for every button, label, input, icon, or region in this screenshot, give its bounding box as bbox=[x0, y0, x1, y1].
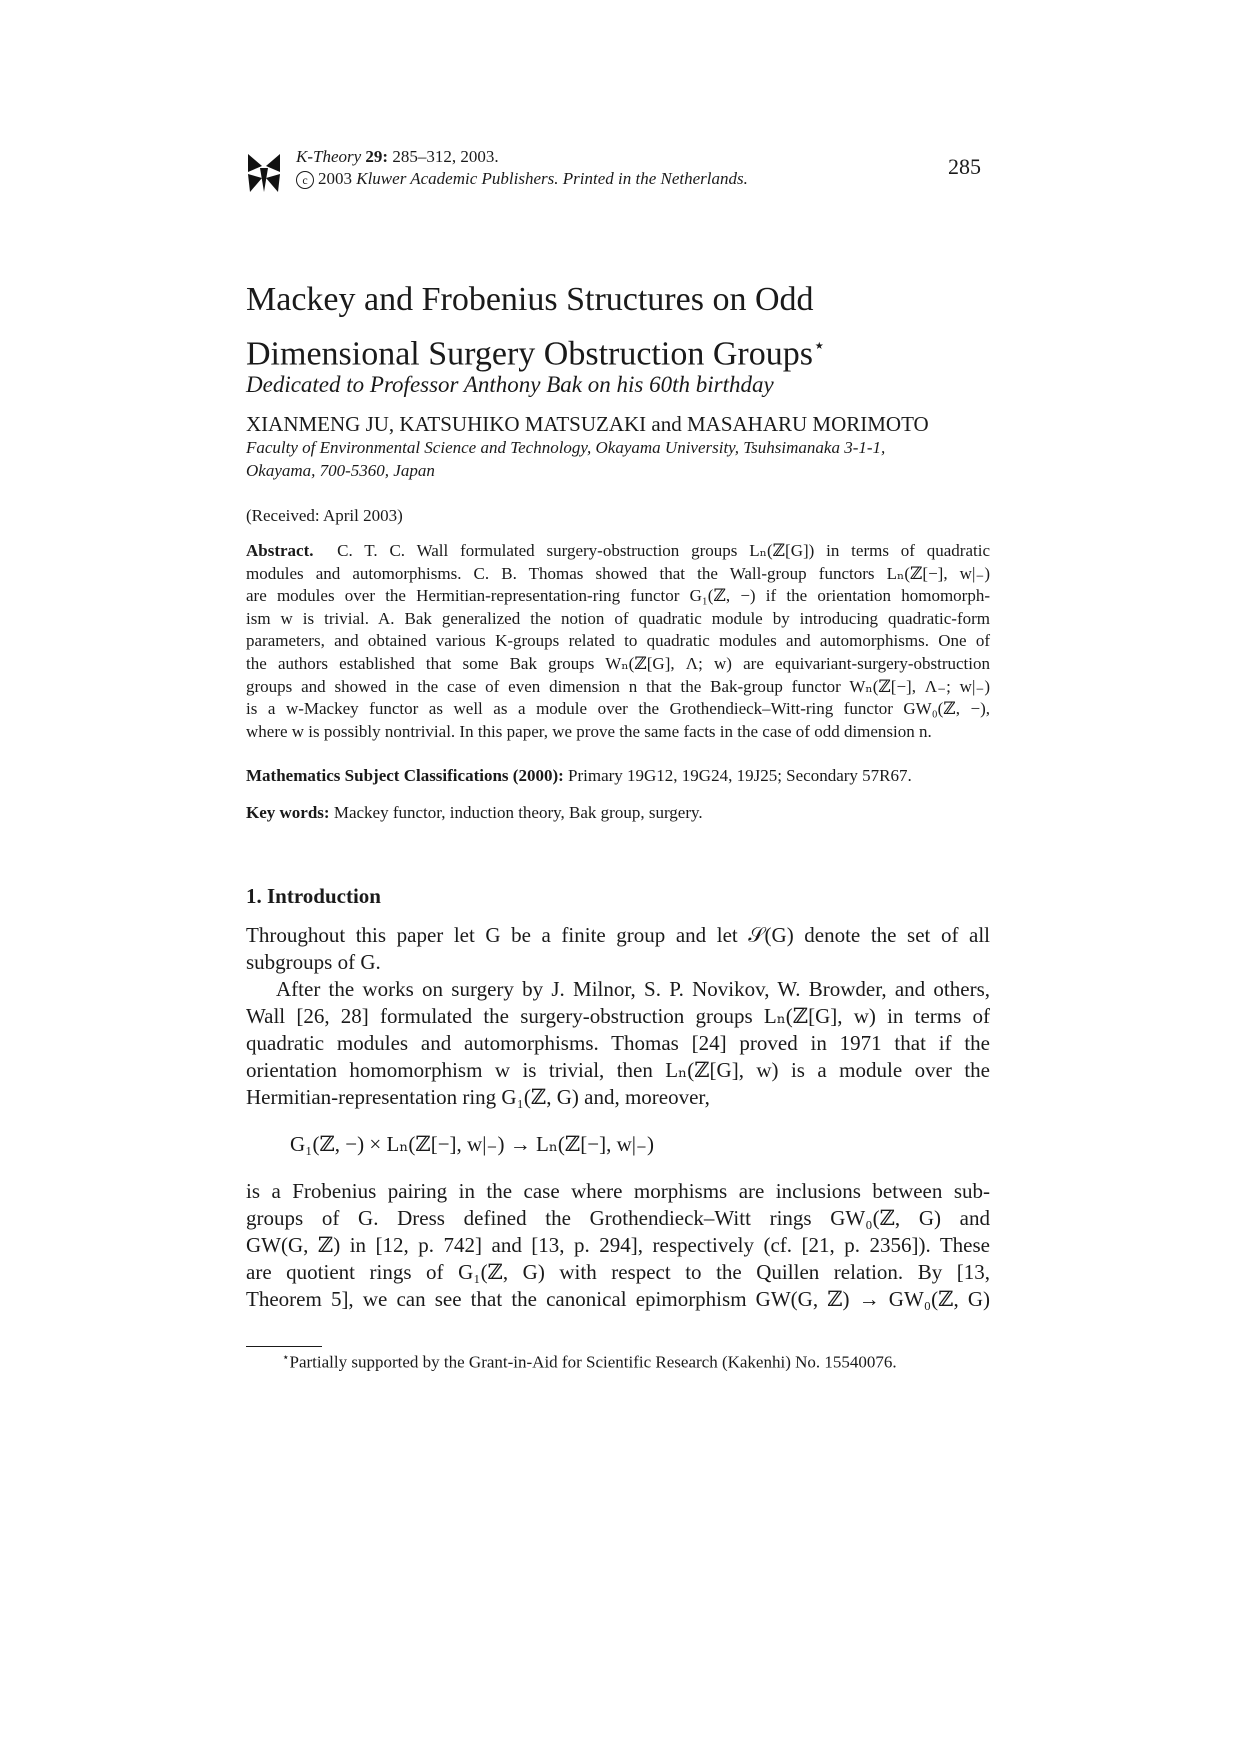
introduction-body-continued bbox=[246, 1178, 990, 1313]
abstract-line bbox=[246, 540, 990, 563]
abstract-label: Abstract. bbox=[246, 541, 314, 560]
body-line: Throughout this paper let G be a finite group and let 𝒮(G) denote the set of all bbox=[246, 923, 990, 947]
author-list: XIANMENG JU, KATSUHIKO MATSUZAKI and MASAHARU MORIMOTO bbox=[246, 412, 929, 436]
copyright-icon: c bbox=[296, 171, 314, 189]
abstract-line: the authors established that some Bak groups Wₙ(ℤ[G], Λ; w) are equivariant-surgery-obstruction bbox=[246, 653, 990, 673]
body-line: are quotient rings of G₁(ℤ, G) with respect to the Quillen relation. By [13, bbox=[246, 1260, 990, 1284]
printed-note: Printed in the Netherlands. bbox=[562, 169, 748, 188]
dedication: Dedicated to Professor Anthony Bak on his 60th birthday bbox=[246, 372, 774, 397]
body-line: groups of G. Dress defined the Grothendieck–Witt rings GW₀(ℤ, G) and bbox=[246, 1206, 990, 1230]
copyright-year: 2003 bbox=[318, 169, 352, 188]
abstract-line: groups and showed in the case of even dimension n that the Bak-group functor Wₙ(ℤ[−], Λ₋; w|₋) bbox=[246, 676, 990, 696]
subject-classifications bbox=[246, 766, 912, 786]
abstract-line: parameters, and obtained various K-groups related to quadratic modules and automorphisms. One of bbox=[246, 631, 990, 651]
keywords-label: Key words: bbox=[246, 803, 330, 822]
abstract bbox=[246, 540, 990, 743]
journal-name: K-Theory bbox=[296, 147, 362, 166]
abstract-line: where w is possibly nontrivial. In this paper, we prove the same facts in the case of odd dimension n. bbox=[246, 721, 932, 741]
abstract-line: modules and automorphisms. C. B. Thomas showed that the Wall-group functors Lₙ(ℤ[−], w|₋) bbox=[246, 563, 990, 583]
footnote-text: Partially supported by the Grant-in-Aid for Scientific Research (Kakenhi) No. 15540076. bbox=[289, 1352, 897, 1372]
footnote bbox=[282, 1350, 897, 1373]
title-footnote-star: ⋆ bbox=[812, 335, 826, 357]
body-line: orientation homomorphism w is trivial, then Lₙ(ℤ[G], w) is a module over the bbox=[246, 1058, 990, 1082]
body-line: GW(G, ℤ) in [12, p. 742] and [13, p. 294], respectively (cf. [21, p. 2356]). These bbox=[246, 1233, 990, 1257]
keywords-text: Mackey functor, induction theory, Bak group, surgery. bbox=[333, 803, 703, 822]
body-line: quadratic modules and automorphisms. Thomas [24] proved in 1971 that if the bbox=[246, 1031, 990, 1055]
kluwer-publisher-logo-icon bbox=[246, 150, 282, 194]
body-line: subgroups of G. bbox=[246, 950, 381, 974]
display-equation: G₁(ℤ, −) × Lₙ(ℤ[−], w|₋) → Lₙ(ℤ[−], w|₋) bbox=[290, 1132, 655, 1156]
body-line: Wall [26, 28] formulated the surgery-obstruction groups Lₙ(ℤ[G], w) in terms of bbox=[246, 1004, 990, 1028]
introduction-body bbox=[246, 922, 990, 1111]
affiliation-line-2: Okayama, 700-5360, Japan bbox=[246, 461, 435, 480]
publisher-name: Kluwer Academic Publishers. bbox=[356, 169, 559, 188]
journal-volume: 29: bbox=[365, 147, 389, 166]
paper-title-line-1: Mackey and Frobenius Structures on Odd bbox=[246, 281, 814, 318]
body-line: After the works on surgery by J. Milnor, S. P. Novikov, W. Browder, and others, bbox=[276, 977, 990, 1001]
body-line: Hermitian-representation ring G₁(ℤ, G) and, moreover, bbox=[246, 1085, 710, 1109]
body-line: Theorem 5], we can see that the canonical epimorphism GW(G, ℤ) → GW₀(ℤ, G) bbox=[246, 1287, 990, 1311]
page-number: 285 bbox=[948, 154, 981, 179]
abstract-line: ism w is trivial. A. Bak generalized the notion of quadratic module by introducing quadratic-form bbox=[246, 608, 990, 628]
abstract-line-text: C. T. C. Wall formulated surgery-obstruction groups Lₙ(ℤ[G]) in terms of quadratic bbox=[337, 541, 990, 560]
abstract-line: is a w-Mackey functor as well as a module over the Grothendieck–Witt-ring functor GW₀(ℤ, −), bbox=[246, 699, 990, 719]
abstract-line: are modules over the Hermitian-representation-ring functor G₁(ℤ, −) if the orientation homomorph- bbox=[246, 586, 990, 606]
journal-pages: 285–312, 2003. bbox=[392, 147, 499, 166]
paper-title-line-2 bbox=[246, 324, 825, 376]
footnote-rule bbox=[246, 1346, 322, 1347]
copyright-line bbox=[296, 168, 748, 190]
key-words bbox=[246, 803, 703, 823]
paper-title-text: Dimensional Surgery Obstruction Groups bbox=[246, 335, 813, 373]
msc-label: Mathematics Subject Classifications (2000): bbox=[246, 766, 564, 785]
section-heading: 1. Introduction bbox=[246, 884, 381, 908]
journal-citation-line bbox=[296, 146, 499, 168]
body-line: is a Frobenius pairing in the case where morphisms are inclusions between sub- bbox=[246, 1179, 990, 1203]
affiliation-line-1: Faculty of Environmental Science and Technology, Okayama University, Tsuhsimanaka 3-1-1, bbox=[246, 438, 886, 457]
footnote-star: ⋆ bbox=[282, 1350, 290, 1364]
msc-text: Primary 19G12, 19G24, 19J25; Secondary 57R67. bbox=[568, 766, 912, 785]
received-date: (Received: April 2003) bbox=[246, 506, 403, 525]
